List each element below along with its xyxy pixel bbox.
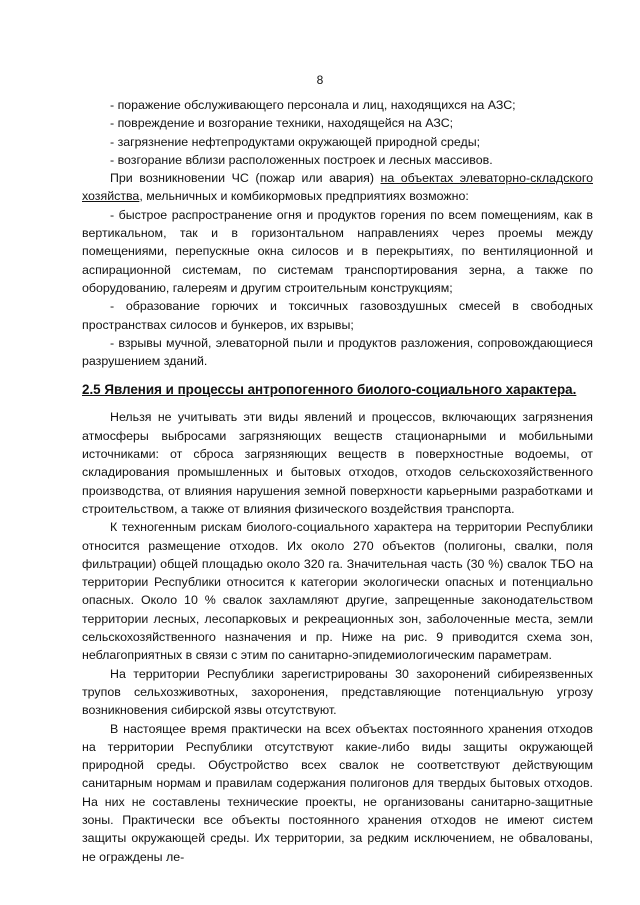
chs-elevator-paragraph xyxy=(82,169,593,206)
list-item-3: - загрязнение нефтепродуктами окружающей природной среды; xyxy=(110,134,481,149)
section-paragraph-3: На территории Республики зарегистрированы 30 захоронений сибиреязвенных трупов сельхозживотных, захоронения, представляющие потенциальную угрозу возникновения сибирской язвы отсутствуют. xyxy=(82,666,593,718)
document-body xyxy=(82,96,593,866)
section-heading: 2.5 Явления и процессы антропогенного биолого-социального характера. xyxy=(82,382,577,398)
section-paragraph-2: К техногенным рискам биолого-социального характера на территории Республики относится размещение отходов. Их около 270 объектов (полигоны, свалки, поля фильтрации) общей площадью около 320 га. Значительная часть (30 %) свалок ТБО на территории Республики относится к категории экологически опасных и потенциально опасных. Около 10 % свалок захламляют другие, запрещенные законодательством территории лесных, лесопарковых и рекреационных зон, заболоченные места, земли сельскохозяйственного назначения и пр. Ниже на рис. 9 приводится схема зон, неблагоприятных в связи с этим по санитарно-эпидемиологическим параметрам. xyxy=(82,520,593,663)
list-item-1: - поражение обслуживающего персонала и лиц, находящихся на АЗС; xyxy=(110,98,516,112)
chs-underlined-text: на объектах элеваторно-складского хозяйства xyxy=(82,171,593,204)
section-paragraph-1: Нельзя не учитывать эти виды явлений и процессов, включающих загрязнения атмосферы выбросами загрязняющих веществ стационарными и мобильными источниками: от сброса загрязняющих веществ в поверхностные водоемы, от складирования промышленных и бытовых отходов, отходов сельскохозяйственного производства, от влияния нарушения земной поверхности карьерными разработками и строительством, а также от влияния физического воздействия транспорта. xyxy=(82,410,593,516)
list-item-6: - образование горючих и токсичных газовоздушных смесей в свободных пространствах силосов и бункеров, их взрывы; xyxy=(82,299,593,332)
list-item-5: - быстрое распространение огня и продуктов горения по всем помещениям, как в вертикальном, так и в горизонтальном направлениях через проемы между помещениями, перепускные окна силосов и в перекрытиях, по вентиляционной и аспирационной системам, по системам транспортирования зерна, а также по оборудованию, галереям и другим строительным конструкциям; xyxy=(82,207,593,295)
list-item-2: - повреждение и возгорание техники, находящейся на АЗС; xyxy=(110,116,454,131)
list-item-4: - возгорание вблизи расположенных построек и лесных массивов. xyxy=(110,152,493,167)
section-paragraph-4: В настоящее время практически на всех объектах постоянного хранения отходов на территории Республики отсутствуют какие-либо виды защиты окружающей природной среды. Обустройство всех свалок не соответствуют действующим санитарным нормам и правилам содержания полигонов для твердых бытовых отходов. На них не составлены технические проекты, не организованы санитарно-защитные зоны. Практически все объекты постоянного хранения отходов не имеют систем защиты окружающей среды. Их территории, за редким исключением, не обвалованы, не ограждены ле- xyxy=(82,721,593,864)
list-item-7: - взрывы мучной, элеваторной пыли и продуктов разложения, сопровождающиеся разрушением зданий. xyxy=(82,335,593,369)
chs-text-before: При возникновении ЧС (пожар или авария) xyxy=(110,171,381,186)
chs-text-after: , мельничных и комбикормовых предприятиях возможно: xyxy=(139,189,469,204)
page-number: 8 xyxy=(316,73,324,87)
